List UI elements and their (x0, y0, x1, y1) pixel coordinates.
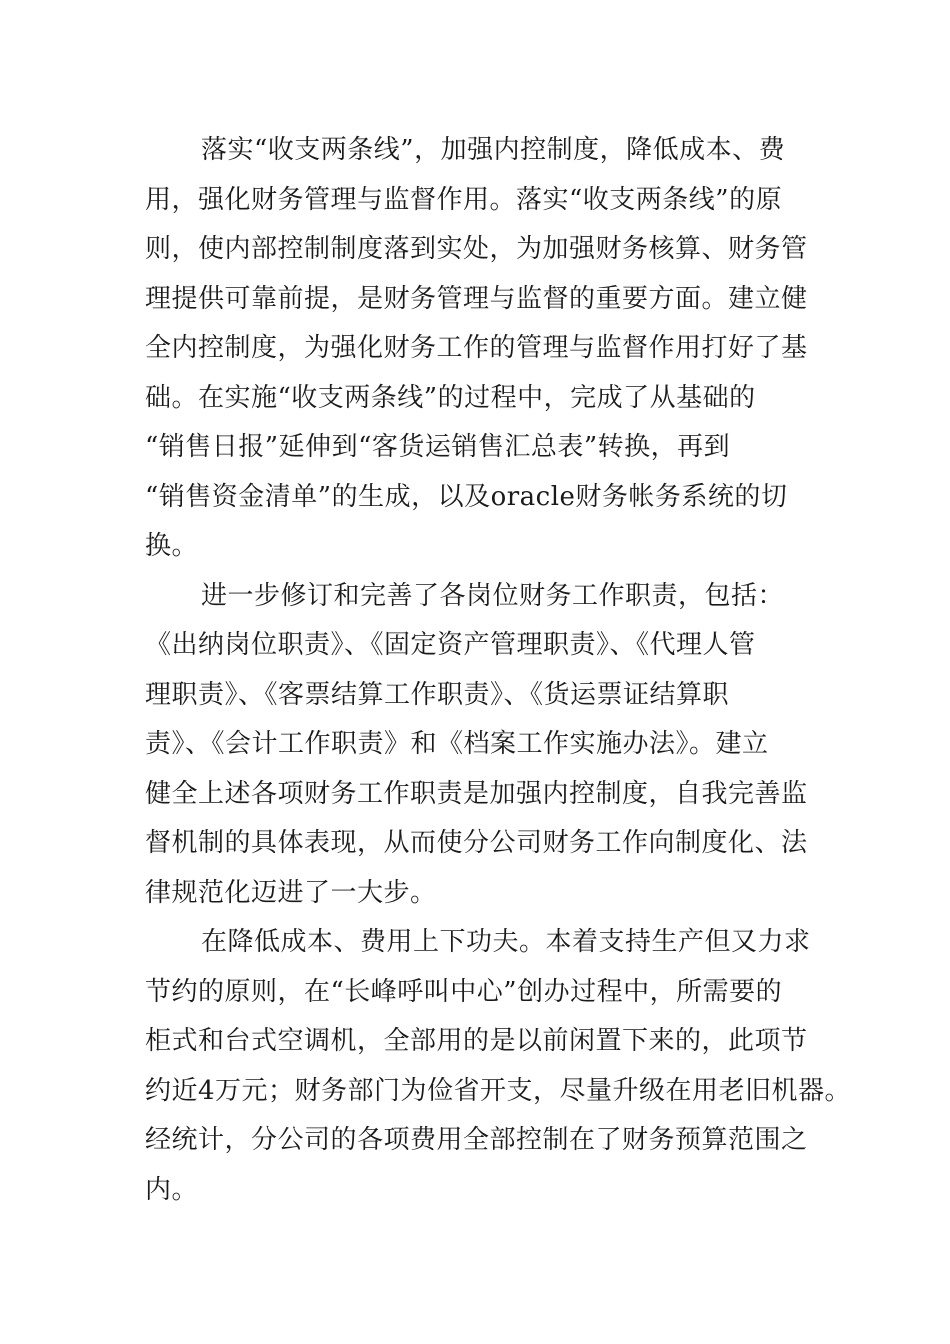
paragraph-cost-reduction (145, 918, 852, 1215)
document-body (145, 126, 852, 1215)
text-line: 在降低成本、费用上下功夫。本着支持生产但又力求 (201, 927, 811, 957)
text-line: 节约的原则，在“长峰呼叫中心”创办过程中，所需要的 (145, 976, 783, 1007)
text-line: 律规范化迈进了一大步。 (145, 877, 437, 908)
text-line: 督机制的具体表现，从而使分公司财务工作向制度化、法 (145, 828, 808, 858)
text-line: 责》、《会计工作职责》和《档案工作实施办法》。建立 (145, 729, 769, 759)
text-line: 换。 (145, 531, 199, 561)
paragraph-job-duties (145, 572, 817, 919)
text-line: 础。在实施“收支两条线”的过程中，完成了从基础的 (145, 382, 756, 413)
text-line: 内。 (145, 1174, 199, 1205)
text-line: “销售资金清单”的生成，以及oracle财务帐务系统的切 (145, 481, 788, 512)
text-line: 《出纳岗位职责》、《固定资产管理职责》、《代理人管 (145, 630, 756, 660)
text-line: 全内控制度，为强化财务工作的管理与监督作用打好了基 (145, 333, 808, 363)
text-line: 健全上述各项财务工作职责是加强内控制度，自我完善监 (145, 778, 808, 809)
text-line: 理职责》、《客票结算工作职责》、《货运票证结算职 (145, 679, 730, 710)
text-line: 经统计，分公司的各项费用全部控制在了财务预算范围之 (145, 1125, 808, 1155)
text-line: 则，使内部控制制度落到实处，为加强财务核算、财务管 (145, 234, 808, 264)
text-line: “销售日报”延伸到“客货运销售汇总表”转换，再到 (145, 432, 731, 462)
text-line: 柜式和台式空调机，全部用的是以前闲置下来的，此项节 (145, 1026, 808, 1056)
text-line: 进一步修订和完善了各岗位财务工作职责，包括： (201, 580, 785, 611)
text-line: 理提供可靠前提，是财务管理与监督的重要方面。建立健 (145, 283, 808, 314)
text-line: 约近4万元；财务部门为俭省开支，尽量升级在用老旧机器。 (145, 1075, 852, 1106)
text-line: 用，强化财务管理与监督作用。落实“收支两条线”的原 (145, 184, 783, 215)
text-line: 落实“收支两条线”，加强内控制度，降低成本、费 (201, 135, 786, 165)
paragraph-internal-control (145, 126, 817, 572)
